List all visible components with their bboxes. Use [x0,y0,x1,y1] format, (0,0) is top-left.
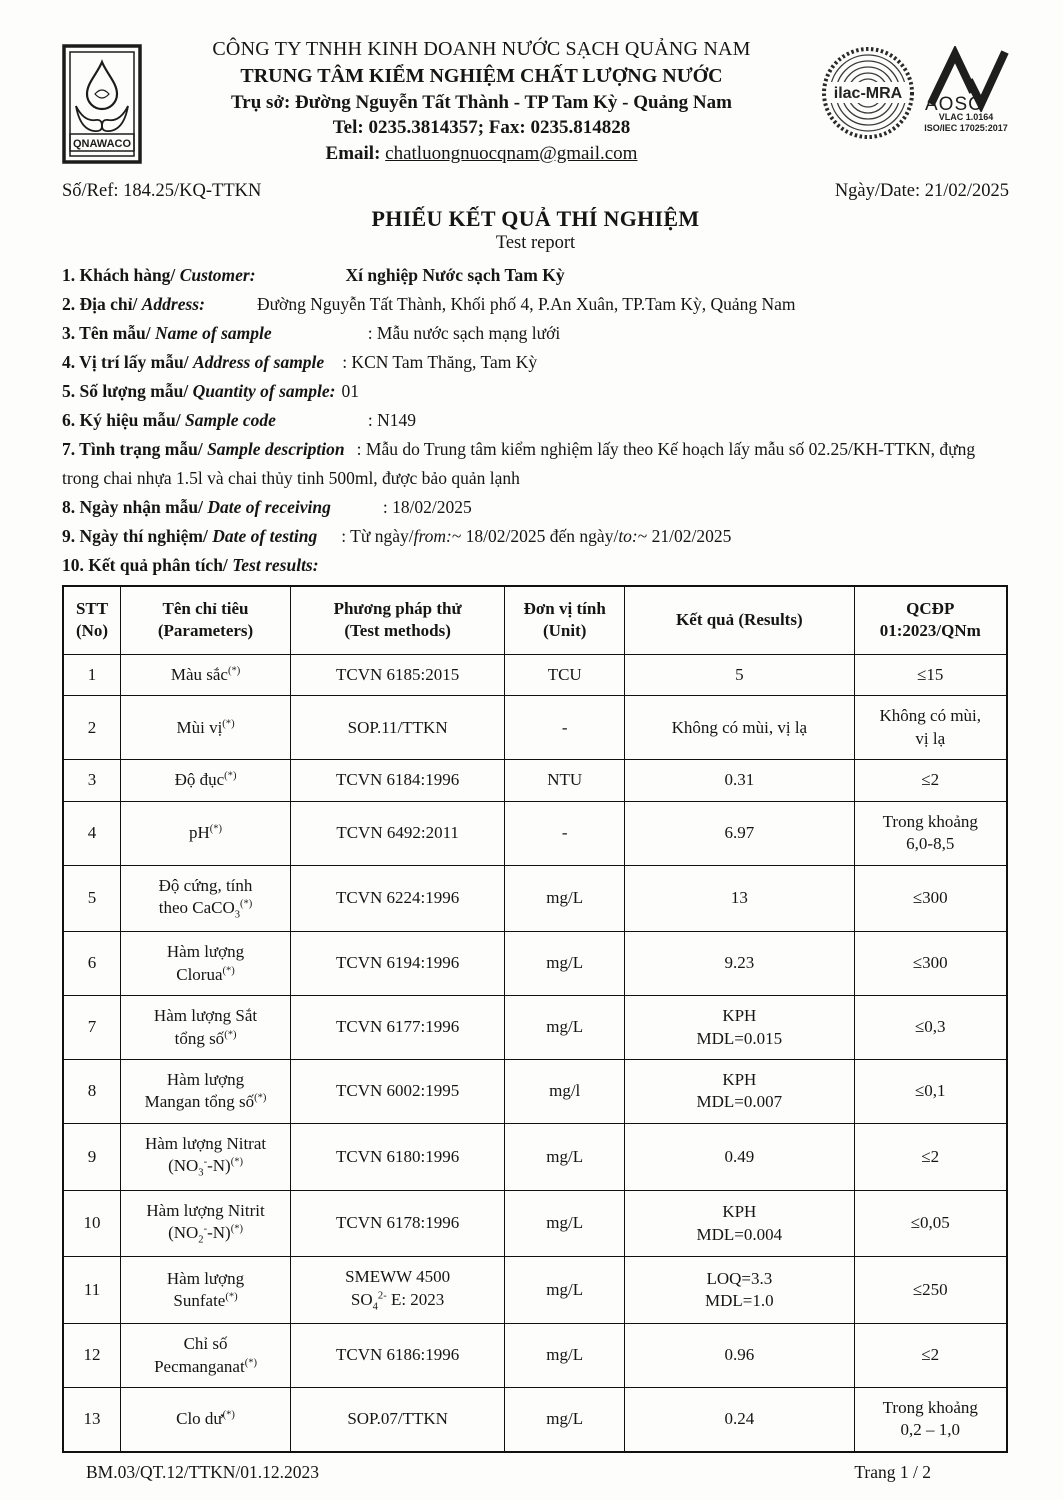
cell-limit: ≤2 [854,1324,1007,1388]
table-row [63,654,1007,695]
info-line [62,319,1009,348]
table-header-row [63,586,1007,654]
cell-limit: ≤250 [854,1257,1007,1324]
cell-method: TCVN 6186:1996 [290,1324,504,1388]
cell-result: KPH MDL=0.007 [625,1060,854,1124]
cell-no: 7 [63,996,121,1060]
email-address: chatluongnuocqnam@gmail.com [385,142,638,164]
cell-no: 11 [63,1257,121,1324]
col-header-no: STT (No) [63,586,121,654]
info-label-en: Date of testing [212,526,318,546]
form-code: BM.03/QT.12/TTKN/01.12.2023 [86,1461,320,1482]
info-label-en: Quantity of sample: [192,381,336,401]
col-header-limit: QCĐP 01:2023/QNm [854,586,1007,654]
info-label-vi: 4. Vị trí lấy mẫu/ [62,352,193,372]
info-label-en: Name of sample [155,323,272,343]
col-header-method: Phương pháp thử (Test methods) [290,586,504,654]
info-value: : KCN Tam Thăng, Tam Kỳ [342,352,538,372]
info-label-vi: 1. Khách hàng/ [62,265,180,285]
ilac-mra-stamp-icon [821,46,915,145]
cell-limit: ≤300 [854,865,1007,932]
cell-parameter: Chỉ số Pecmanganat(*) [121,1324,291,1388]
info-value: Đường Nguyễn Tất Thành, Khối phố 4, P.An Xuân, TP.Tam Kỳ, Quảng Nam [256,294,796,314]
cell-unit: - [505,801,625,865]
info-value: Xí nghiệp Nước sạch Tam Kỳ [345,265,565,285]
info-label-vi: 6. Ký hiệu mẫu/ [62,410,186,430]
results-body [63,654,1007,1452]
cell-method: TCVN 6184:1996 [290,760,504,801]
info-line [62,551,1009,580]
cell-method: SOP.07/TTKN [290,1388,504,1452]
cell-result: 5 [625,654,854,695]
table-row [63,1123,1007,1190]
cell-unit: - [505,696,625,760]
cell-no: 8 [63,1060,121,1124]
cell-unit: mg/L [505,1324,625,1388]
page-number: Trang 1 / 2 [854,1461,931,1482]
cell-parameter: Độ đục(*) [121,760,291,801]
cell-method: TCVN 6177:1996 [290,996,504,1060]
cell-limit: ≤300 [854,932,1007,996]
info-label-en: Customer: [179,265,256,285]
info-label-vi: 2. Địa chỉ/ [62,294,142,314]
info-line [62,377,1009,406]
info-value: : Mẫu do Trung tâm kiểm nghiệm lấy theo Kế hoạch lấy mẫu số 02.25/KH-TTKN, đựng trong chai nhựa 1.5l và chai thủy tinh 500ml, được bảo quản lạnh [62,439,976,488]
cell-result: LOQ=3.3 MDL=1.0 [625,1257,854,1324]
info-line [62,435,1009,493]
meta-row [62,181,1009,202]
cell-limit: ≤0,05 [854,1190,1007,1257]
cell-limit: ≤2 [854,1123,1007,1190]
email-label: Email: [325,142,381,164]
cell-parameter: Màu sắc(*) [121,654,291,695]
cell-parameter: Mùi vị(*) [121,696,291,760]
aosc-iso-number: ISO/IEC 17025:2017 [924,123,1008,134]
cell-limit: ≤2 [854,760,1007,801]
info-line [62,493,1009,522]
info-value: : Từ ngày/from:~ 18/02/2025 đến ngày/to:~ 21/02/2025 [341,526,732,546]
tab-spacer [276,421,368,422]
cell-limit: ≤0,1 [854,1060,1007,1124]
tab-spacer [324,363,342,364]
cell-no: 5 [63,865,121,932]
cell-limit: ≤15 [854,654,1007,695]
info-value: 01 [341,381,359,401]
header-text-block [142,36,821,166]
cell-method: TCVN 6185:2015 [290,654,504,695]
aosc-vlac-number: VLAC 1.0164 [938,112,994,122]
info-value: : N149 [367,410,417,430]
table-row [63,996,1007,1060]
table-row [63,1324,1007,1388]
cell-result: 9.23 [625,932,854,996]
cell-parameter: Hàm lượng Mangan tổng số(*) [121,1060,291,1124]
info-label-vi: 7. Tình trạng mẫu/ [62,439,208,459]
cell-parameter: Hàm lượng Sắt tổng số(*) [121,996,291,1060]
cell-no: 9 [63,1123,121,1190]
cell-unit: mg/L [505,1388,625,1452]
header [62,36,1009,169]
reference-number: Số/Ref: 184.25/KQ-TTKN [62,181,262,201]
tab-spacer [256,276,346,277]
cell-method: TCVN 6224:1996 [290,865,504,932]
ilac-mra-label: ilac-MRA [833,85,903,102]
aosc-logo-icon [923,46,1009,135]
info-label-en: Sample description [207,439,345,459]
cell-no: 1 [63,654,121,695]
header-tel-fax: Tel: 0235.3814357; Fax: 0235.814828 [332,117,631,139]
cell-method: SMEWW 4500 $SO_4^{2-}$ E: 2023 [290,1257,504,1324]
table-row [63,1257,1007,1324]
cell-method: TCVN 6194:1996 [290,932,504,996]
cell-limit: Trong khoảng 0,2 – 1,0 [854,1388,1007,1452]
cell-unit: mg/L [505,1190,625,1257]
cell-limit: Trong khoảng 6,0-8,5 [854,801,1007,865]
cell-method: TCVN 6002:1995 [290,1060,504,1124]
cell-no: 13 [63,1388,121,1452]
info-line [62,290,1009,319]
cell-no: 6 [63,932,121,996]
cell-result: Không có mùi, vị lạ [625,696,854,760]
cell-method: TCVN 6492:2011 [290,801,504,865]
center-name: TRUNG TÂM KIỂM NGHIỆM CHẤT LƯỢNG NƯỚC [240,64,723,87]
tab-spacer [345,450,357,451]
cell-unit: mg/L [505,865,625,932]
aosc-label: AOSC [925,94,983,112]
certification-logos [821,46,1009,145]
cell-parameter: Hàm lượng Sunfate(*) [121,1257,291,1324]
qnawaco-logo-icon [62,44,142,169]
cell-unit: TCU [505,654,625,695]
cell-no: 12 [63,1324,121,1388]
info-value: : Mẫu nước sạch mạng lưới [367,323,561,343]
cell-result: 0.24 [625,1388,854,1452]
info-label-en: Test results: [232,555,319,575]
info-label-vi: 9. Ngày thí nghiệm/ [62,526,213,546]
cell-no: 3 [63,760,121,801]
table-row [63,760,1007,801]
col-header-unit: Đơn vị tính (Unit) [505,586,625,654]
cell-unit: mg/L [505,996,625,1060]
cell-no: 2 [63,696,121,760]
cell-result: KPH MDL=0.015 [625,996,854,1060]
col-header-parameter: Tên chỉ tiêu (Parameters) [121,586,291,654]
table-row [63,1388,1007,1452]
cell-method: SOP.11/TTKN [290,696,504,760]
col-header-result: Kết quả (Results) [625,586,854,654]
page-subtitle: Test report [495,233,576,253]
cell-result: 6.97 [625,801,854,865]
page-footer [62,1462,1009,1483]
table-row [63,1190,1007,1257]
cell-result: 13 [625,865,854,932]
info-label-vi: 10. Kết quả phân tích/ [62,555,233,575]
table-row [63,1060,1007,1124]
header-email-line [144,141,819,166]
cell-parameter: Hàm lượng Nitrit $(NO_2^--N)^{(*)}$ [121,1190,291,1257]
sample-info-list [62,261,1009,580]
cell-limit: ≤0,3 [854,996,1007,1060]
info-value: : 18/02/2025 [382,497,472,517]
cell-unit: NTU [505,760,625,801]
cell-parameter: Hàm lượng Nitrat $(NO_3^--N)^{(*)}$ [121,1123,291,1190]
cell-unit: mg/L [505,932,625,996]
tab-spacer [317,537,341,538]
info-label-en: Address: [141,294,205,314]
cell-unit: mg/l [505,1060,625,1124]
info-label-en: Date of receiving [207,497,331,517]
cell-parameter: pH(*) [121,801,291,865]
company-name: CÔNG TY TNHH KINH DOANH NƯỚC SẠCH QUẢNG NAM [212,38,751,60]
table-row [63,696,1007,760]
info-label-vi: 5. Số lượng mẫu/ [62,381,193,401]
info-label-en: Sample code [185,410,276,430]
table-row [63,865,1007,932]
info-line [62,348,1009,377]
cell-method: TCVN 6180:1996 [290,1123,504,1190]
info-label-vi: 3. Tên mẫu/ [62,323,156,343]
info-line [62,522,1009,551]
info-line [62,261,1009,290]
info-label-vi: 8. Ngày nhận mẫu/ [62,497,208,517]
tab-spacer [272,334,368,335]
cell-parameter: Clo dư(*) [121,1388,291,1452]
tab-spacer [205,305,257,306]
cell-result: KPH MDL=0.004 [625,1190,854,1257]
cell-limit: Không có mùi, vị lạ [854,696,1007,760]
cell-parameter: Độ cứng, tính theo CaCO$_3$(*) [121,865,291,932]
cell-no: 10 [63,1190,121,1257]
page-title: PHIẾU KẾT QUẢ THÍ NGHIỆM [371,206,700,231]
cell-no: 4 [63,801,121,865]
cell-unit: mg/L [505,1257,625,1324]
cell-result: 0.96 [625,1324,854,1388]
table-row [63,932,1007,996]
cell-result: 0.49 [625,1123,854,1190]
info-line [62,406,1009,435]
qnawaco-logo-label: QNAWACO [72,138,132,150]
cell-method: TCVN 6178:1996 [290,1190,504,1257]
cell-parameter: Hàm lượng Clorua(*) [121,932,291,996]
report-date: Ngày/Date: 21/02/2025 [834,181,1009,201]
info-label-en: Address of sample [192,352,325,372]
table-row [63,801,1007,865]
tab-spacer [331,508,383,509]
cell-result: 0.31 [625,760,854,801]
results-table [62,585,1008,1453]
header-address: Trụ sở: Đường Nguyễn Tất Thành - TP Tam Kỳ - Quảng Nam [231,91,732,113]
cell-unit: mg/L [505,1123,625,1190]
